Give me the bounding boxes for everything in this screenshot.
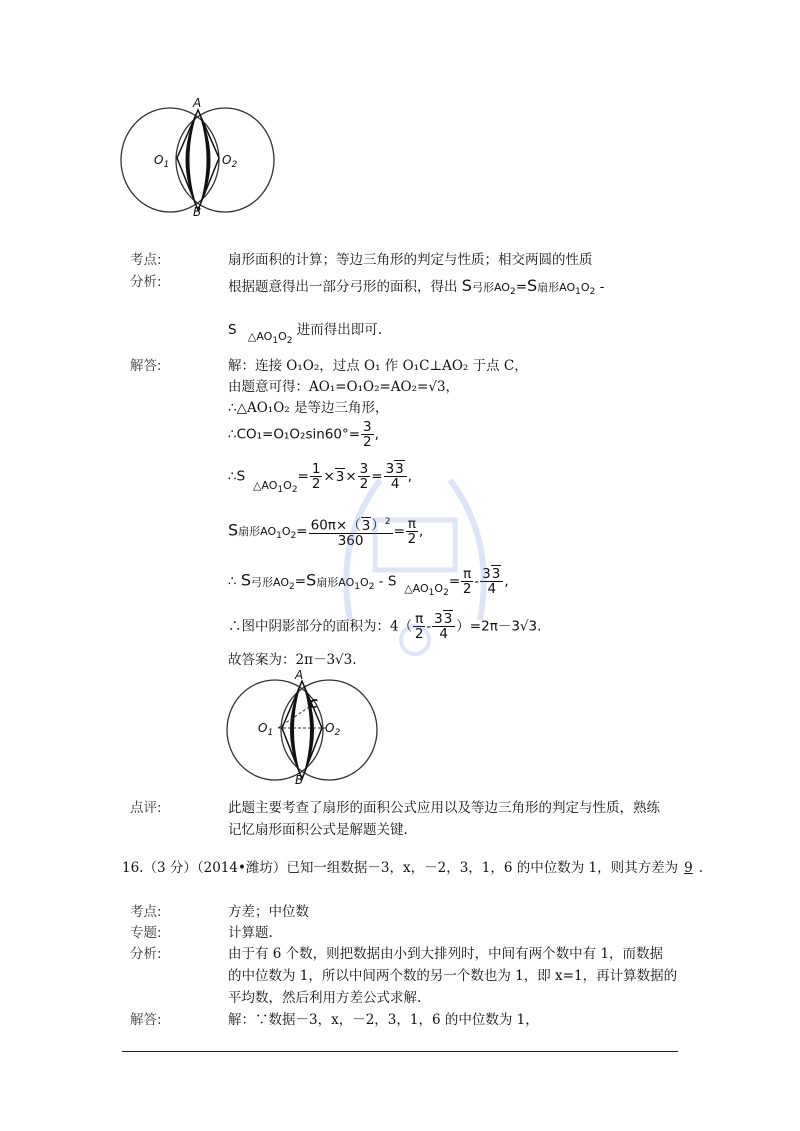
jieda-line7: ∴ S弓形$AO_2=S$扇形$AO_1O_2$ - S $_{\triangle AO_1O_2}$= $\frac{\pi}{2}$ - $\frac{33}{4}$ , [228, 566, 509, 598]
fenxi-label: 分析: [130, 274, 162, 290]
q16-fenxi-line3: 平均数，然后利用方差公式求解. [228, 990, 422, 1006]
jieda-line6: S扇形$AO_1O_2=$ $\frac{60\pi\times(3)^2}{360}$ = $\frac{\pi}{2}$ , [228, 515, 424, 549]
q16-fenxi-line1: 由于有 6 个数，则把数据由小到大排列时，中间有两个数中有 1，而数据 [228, 946, 664, 962]
fig1-label-a: A [193, 96, 202, 110]
fig2-label-c: C [309, 697, 318, 711]
fenxi-line2: S $_{\triangle AO_1O_2}$ 进而得出即可. [228, 322, 383, 346]
rhombus-outline [282, 681, 322, 779]
footer-rule [122, 1051, 678, 1052]
figure-intersecting-circles-1 [115, 100, 280, 220]
q16-fenxi-label: 分析: [130, 946, 162, 962]
fig2-label-o1: $O_1$ [258, 721, 274, 738]
fig1-label-o2: $O_2$ [222, 153, 238, 170]
kaodian-text: 扇形面积的计算；等边三角形的判定与性质；相交两圆的性质 [228, 252, 593, 268]
q16-stem: 16.（3 分）（2014•潍坊）已知一组数据－3，x，－2，3，1，6 的中位数为 1，则其方差为 9 . [122, 860, 704, 876]
fig1-label-b: B [193, 205, 202, 219]
jieda-line9: 故答案为：2π－3√3. [228, 652, 357, 668]
q16-answer: 9 [684, 860, 693, 876]
q16-kaodian-text: 方差；中位数 [228, 904, 309, 920]
q16-zhuanti-text: 计算题. [228, 925, 273, 941]
dianping-line1: 此题主要考查了扇形的面积公式应用以及等边三角形的判定与性质，熟练 [228, 800, 660, 816]
fig2-label-b: B [295, 773, 304, 787]
rhombus-outline [177, 110, 219, 210]
fenxi-line1: 根据题意得出一部分弓形的面积，得出 S弓形$AO_2=S$扇形$AO_1O_2$ - [228, 276, 605, 297]
fig2-label-o2: $O_2$ [325, 721, 341, 738]
jieda-line4: ∴CO₁=O₁O₂sin60°= $\frac{3}{2}$ , [228, 419, 379, 450]
q16-fenxi-line2: 的中位数为 1，所以中间两个数的另一个数也为 1，即 x=1，再计算数据的 [228, 968, 678, 984]
figure-intersecting-circles-2 [222, 672, 382, 788]
jieda-line2: 由题意可得：AO₁=O₁O₂=AO₂=√3， [228, 379, 460, 395]
q16-jieda-line1: 解：∵数据－3，x，－2，3，1，6 的中位数为 1， [228, 1012, 539, 1028]
fig1-label-o1: $O_1$ [154, 153, 170, 170]
jieda-line1: 解：连接 O₁O₂，过点 O₁ 作 O₁C⊥AO₂ 于点 C， [228, 358, 528, 374]
q16-jieda-label: 解答: [130, 1012, 162, 1028]
watermark-logo [330, 440, 500, 670]
kaodian-label: 考点: [130, 252, 162, 268]
fig2-label-a: A [295, 668, 304, 682]
q16-kaodian-label: 考点: [130, 904, 162, 920]
dianping-label: 点评: [130, 800, 162, 816]
dianping-line2: 记忆扇形面积公式是解题关键. [228, 822, 408, 838]
jieda-label: 解答: [130, 358, 162, 374]
jieda-line5: ∴S $_{\triangle AO_1O_2}$= $\frac{1}{2}$ ×3× $\frac{3}{2}$ = $\frac{33}{4}$ , [228, 461, 413, 495]
q16-zhuanti-label: 专题: [130, 925, 162, 941]
jieda-line8: ∴图中阴影部分的面积为：4（ $\frac{\pi}{2}$ - $\frac{33}{4}$ ）=2π－3√3. [228, 611, 542, 642]
jieda-line3: ∴△AO₁O₂ 是等边三角形， [228, 400, 389, 416]
